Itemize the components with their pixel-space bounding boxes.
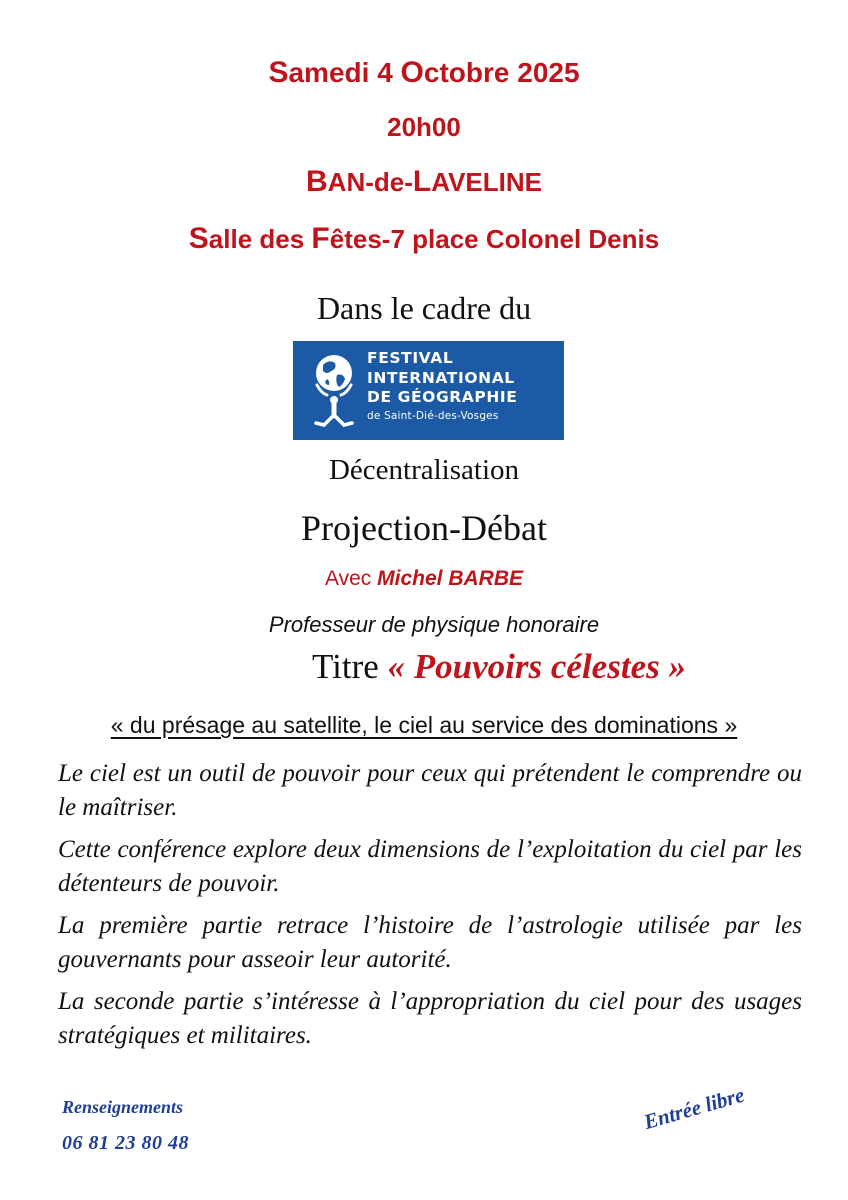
talk-title (312, 647, 686, 687)
contact-phone: 06 81 23 80 48 (62, 1132, 189, 1154)
speaker-line (0, 567, 848, 591)
talk-title-label: Titre (312, 647, 388, 686)
logo-line-city: de Saint-Dié-des-Vosges (367, 409, 499, 422)
contact-label: Renseignements (62, 1097, 184, 1117)
festival-logo-text (367, 349, 517, 422)
event-venue: Salle des Fêtes-7 place Colonel Denis (188, 222, 660, 255)
speaker-name: Michel BARBE (377, 567, 523, 590)
talk-title-value: « Pouvoirs célestes » (387, 647, 686, 686)
event-time: 20h00 (387, 112, 461, 142)
description-paragraph: Le ciel est un outil de pouvoir pour ceux qui prétendent le comprendre ou le maîtriser. (58, 760, 802, 821)
logo-line-festival: FESTIVAL (367, 349, 454, 367)
logo-line-geographie: DE GÉOGRAPHIE (367, 388, 518, 406)
globe-atlas-icon (309, 351, 359, 431)
description-paragraph: Cette conférence explore deux dimensions de l’exploitation du ciel par les détenteurs de pouvoir. (58, 836, 802, 897)
description-paragraph: La seconde partie s’intéresse à l’appropriation du ciel pour des usages stratégiques et militaires. (58, 988, 802, 1049)
free-entry-label: Entrée libre (641, 1082, 747, 1135)
projection-debat-heading: Projection-Débat (301, 508, 547, 548)
event-town: BAN-de-LAVELINE (306, 165, 542, 198)
contact-block (62, 1097, 189, 1155)
framework-intro: Dans le cadre du (316, 290, 532, 326)
decentralisation-label: Décentralisation (328, 454, 520, 486)
logo-line-international: INTERNATIONAL (367, 368, 515, 387)
speaker-avec: Avec (324, 567, 378, 590)
event-date: Samedi 4 Octobre 2025 (268, 56, 580, 89)
talk-subtitle: « du présage au satellite, le ciel au service des dominations » (110, 712, 738, 738)
description-paragraph: La première partie retrace l’histoire de l’astrologie utilisée par les gouvernants pour asseoir leur autorité. (58, 912, 802, 973)
description (58, 757, 802, 1061)
speaker-role: Professeur de physique honoraire (268, 612, 600, 637)
festival-logo (293, 341, 564, 440)
